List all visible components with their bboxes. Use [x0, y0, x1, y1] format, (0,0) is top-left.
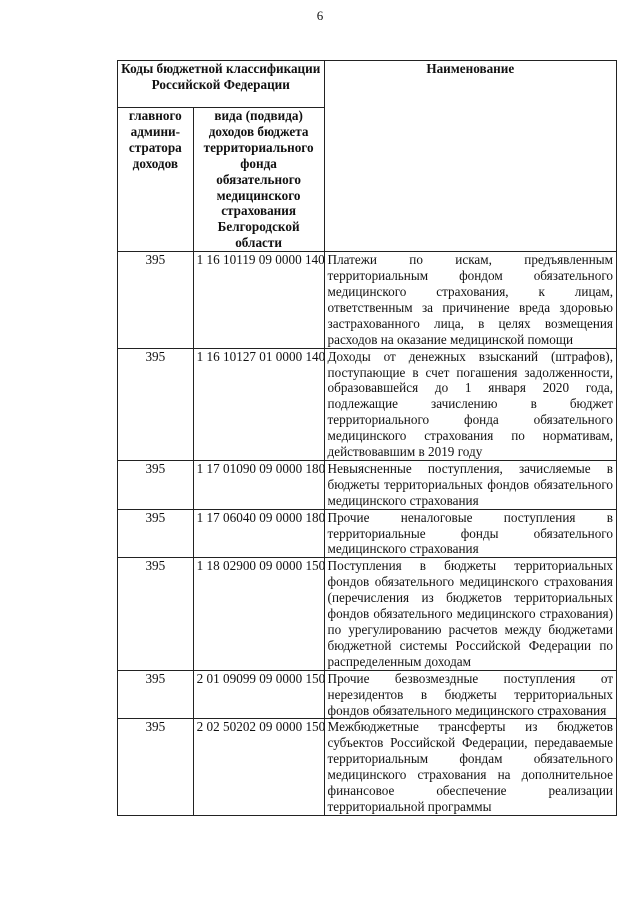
income-code-cell: 1 16 10119 09 0000 140	[193, 252, 324, 348]
income-name-cell: Прочие неналоговые поступления в территориальные фонды обязательного медицинского страхования	[324, 509, 616, 558]
admin-code-cell: 395	[118, 719, 194, 815]
income-name-cell: Платежи по искам, предъявленным территориальным фондом обязательного медицинского страхования, к лицам, ответственным за причинение вреда здоровью застрахованного лица, в целях возмещения расходов на оказание медицинской помощи	[324, 252, 616, 348]
admin-code-cell: 395	[118, 670, 194, 719]
income-code-cell: 1 17 06040 09 0000 180	[193, 509, 324, 558]
table-row	[118, 670, 617, 719]
income-code-cell: 2 01 09099 09 0000 150	[193, 670, 324, 719]
income-code-cell: 1 17 01090 09 0000 180	[193, 460, 324, 509]
admin-code-cell: 395	[118, 509, 194, 558]
income-name-cell: Поступления в бюджеты территориальных фондов обязательного медицинского страхования (перечисления из бюджетов территориальных фондов обязательного медицинского страхования) по урегулированию расчетов между бюджетами бюджетной системы Российской Федерации по распределенным доходам	[324, 558, 616, 670]
table-row	[118, 460, 617, 509]
table-row	[118, 509, 617, 558]
income-code-cell: 1 16 10127 01 0000 140	[193, 348, 324, 460]
income-name-cell: Доходы от денежных взысканий (штрафов), поступающие в счет погашения задолженности, образовавшейся до 1 января 2020 года, подлежащие зачислению в бюджет территориального фонда обязательного медицинского страхования по нормативам, действовавшим в 2019 году	[324, 348, 616, 460]
header-admin: главного админи-стратора доходов	[118, 108, 194, 252]
income-code-cell: 2 02 50202 09 0000 150	[193, 719, 324, 815]
page-number: 6	[316, 8, 324, 23]
budget-classification-table	[117, 60, 617, 816]
header-name: Наименование	[324, 61, 616, 252]
income-name-cell: Невыясненные поступления, зачисляемые в бюджеты территориальных фондов обязательного медицинского страхования	[324, 460, 616, 509]
table-header-row	[118, 61, 617, 108]
table-row	[118, 348, 617, 460]
income-code-cell: 1 18 02900 09 0000 150	[193, 558, 324, 670]
table-row	[118, 558, 617, 670]
table-row	[118, 719, 617, 815]
admin-code-cell: 395	[118, 252, 194, 348]
admin-code-cell: 395	[118, 558, 194, 670]
table-row	[118, 252, 617, 348]
income-name-cell: Прочие безвозмездные поступления от нерезидентов в бюджеты территориальных фондов обязательного медицинского страхования	[324, 670, 616, 719]
income-name-cell: Межбюджетные трансферты из бюджетов субъектов Российской Федерации, передаваемые территориальным фондам обязательного медицинского страхования на дополнительное финансовое обеспечение реализации территориальной программы	[324, 719, 616, 815]
admin-code-cell: 395	[118, 348, 194, 460]
admin-code-cell: 395	[118, 460, 194, 509]
header-type: вида (подвида) доходов бюджета территориального фонда обязательного медицинского страхования Белгородской области	[193, 108, 324, 252]
header-codes-group: Коды бюджетной классификации Российской Федерации	[118, 61, 325, 108]
